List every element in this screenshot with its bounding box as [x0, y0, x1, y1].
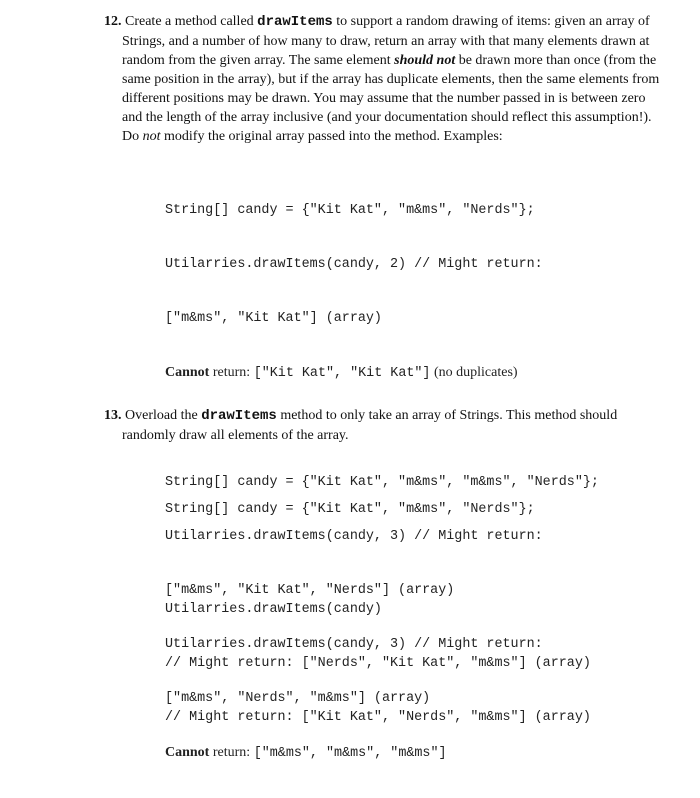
code-line: String[] candy = {"Kit Kat", "m&ms", "m&ms", "Nerds"};: [165, 475, 599, 490]
code-line: ["m&ms", "Kit Kat"] (array): [165, 311, 382, 326]
problem-13: [104, 406, 664, 763]
code-line: Utilarries.drawItems(candy): [165, 602, 382, 617]
code-line: Utilarries.drawItems(candy, 3) // Might return:: [165, 529, 543, 544]
code-line: String[] candy = {"Kit Kat", "m&ms", "Nerds"};: [165, 203, 535, 218]
problem-12-description: 12. Create a method called drawItems to support a random drawing of items: given an array of Strings, and a number of how many to draw, return an array with that many elements drawn at random from the given array. The same element should not be drawn more than once (from the same position in the array), but if the array has duplicate elements, then the same elements from different positions may be drawn. You may assume that the number passed in is between zero and the length of the array inclusive (and your documentation should reflect this assumption!). Do not modify the original array passed into the method. Examples:: [104, 14, 660, 144]
method-name: drawItems: [257, 14, 333, 30]
cannot-return-line: Cannot return: ["m&ms", "m&ms", "m&ms"]: [165, 745, 447, 761]
problem-13-number: 13.: [104, 408, 122, 423]
method-name: drawItems: [201, 408, 277, 424]
code-line: // Might return: ["Nerds", "Kit Kat", "m&ms"] (array): [165, 656, 591, 671]
code-line: Utilarries.drawItems(candy, 2) // Might return:: [165, 257, 543, 272]
problem-12-number: 12.: [104, 14, 122, 29]
example-1-code: [165, 166, 664, 418]
code-line: Utilarries.drawItems(candy, 3) // Might return:: [165, 637, 543, 652]
cannot-return-line: Cannot return: ["Kit Kat", "Kit Kat"] (no duplicates): [165, 365, 518, 381]
code-line: ["m&ms", "Kit Kat", "Nerds"] (array): [165, 583, 455, 598]
example-4-code: [165, 565, 664, 763]
code-line: String[] candy = {"Kit Kat", "m&ms", "Nerds"};: [165, 502, 535, 517]
code-line: ["m&ms", "Nerds", "m&ms"] (array): [165, 691, 431, 706]
example-3-code: [165, 465, 664, 555]
code-line: // Might return: ["Kit Kat", "Nerds", "m&ms"] (array): [165, 710, 591, 725]
problem-13-description: 13. Overload the drawItems method to only take an array of Strings. This method should randomly draw all elements of the array.: [104, 408, 618, 443]
